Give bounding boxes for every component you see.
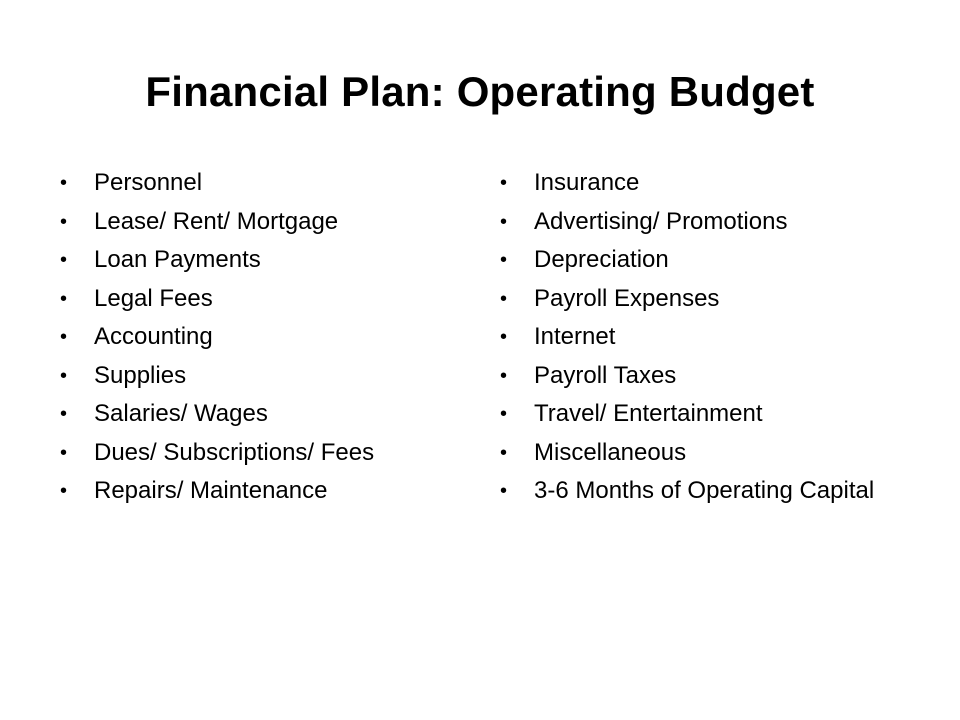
list-item-label: Salaries/ Wages (94, 400, 268, 427)
bullet-icon: • (60, 364, 68, 387)
bullet-icon: • (60, 326, 68, 348)
bullet-icon: • (500, 441, 508, 464)
list-item-label: Loan Payments (94, 246, 261, 273)
list-item (60, 399, 460, 429)
list-item (60, 284, 460, 314)
list-item (500, 476, 900, 506)
left-bullet-list (60, 168, 460, 515)
list-item (500, 399, 900, 429)
bullet-icon: • (500, 249, 508, 271)
bullet-icon: • (500, 172, 508, 194)
list-item-label: Personnel (94, 169, 203, 196)
list-item (60, 168, 460, 198)
list-item (500, 284, 900, 314)
bullet-icon: • (60, 249, 68, 271)
list-item (500, 207, 900, 237)
bullet-icon: • (60, 172, 68, 194)
list-item-label: Supplies (94, 361, 187, 389)
bullet-icon: • (500, 210, 508, 233)
list-item (60, 322, 460, 352)
bullet-icon: • (500, 480, 508, 502)
list-item-label: Payroll Taxes (534, 361, 677, 389)
list-item (500, 438, 900, 468)
list-item-label: Advertising/ Promotions (534, 207, 788, 235)
bullet-icon: • (500, 364, 508, 387)
list-item-label: Depreciation (534, 246, 669, 273)
list-item-label: Miscellaneous (534, 438, 687, 466)
list-item-label: Travel/ Entertainment (534, 400, 763, 427)
right-bullet-list (500, 168, 900, 515)
list-item-label: 3-6 Months of Operating Capital (534, 477, 875, 504)
list-item-label: Lease/ Rent/ Mortgage (94, 207, 339, 235)
list-item-label: Insurance (534, 169, 640, 196)
list-item (60, 438, 460, 468)
list-item (500, 361, 900, 391)
list-item (60, 207, 460, 237)
list-item-label: Accounting (94, 323, 213, 350)
list-item-label: Internet (534, 323, 616, 350)
list-item (60, 361, 460, 391)
list-item-label: Legal Fees (94, 284, 213, 312)
bullet-icon: • (60, 441, 68, 464)
list-item (60, 476, 460, 506)
list-item (60, 245, 460, 275)
bullet-icon: • (500, 403, 508, 425)
list-item-label: Repairs/ Maintenance (94, 477, 328, 504)
list-item-label: Dues/ Subscriptions/ Fees (94, 438, 375, 466)
list-item-label: Payroll Expenses (534, 284, 720, 312)
list-item (500, 322, 900, 352)
bullet-icon: • (60, 210, 68, 233)
slide-title: Financial Plan: Operating Budget (145, 68, 815, 115)
bullet-icon: • (60, 287, 68, 310)
bullet-icon: • (60, 403, 68, 425)
bullet-icon: • (60, 480, 68, 502)
bullet-icon: • (500, 326, 508, 348)
list-item (500, 245, 900, 275)
list-item (500, 168, 900, 198)
bullet-icon: • (500, 287, 508, 310)
